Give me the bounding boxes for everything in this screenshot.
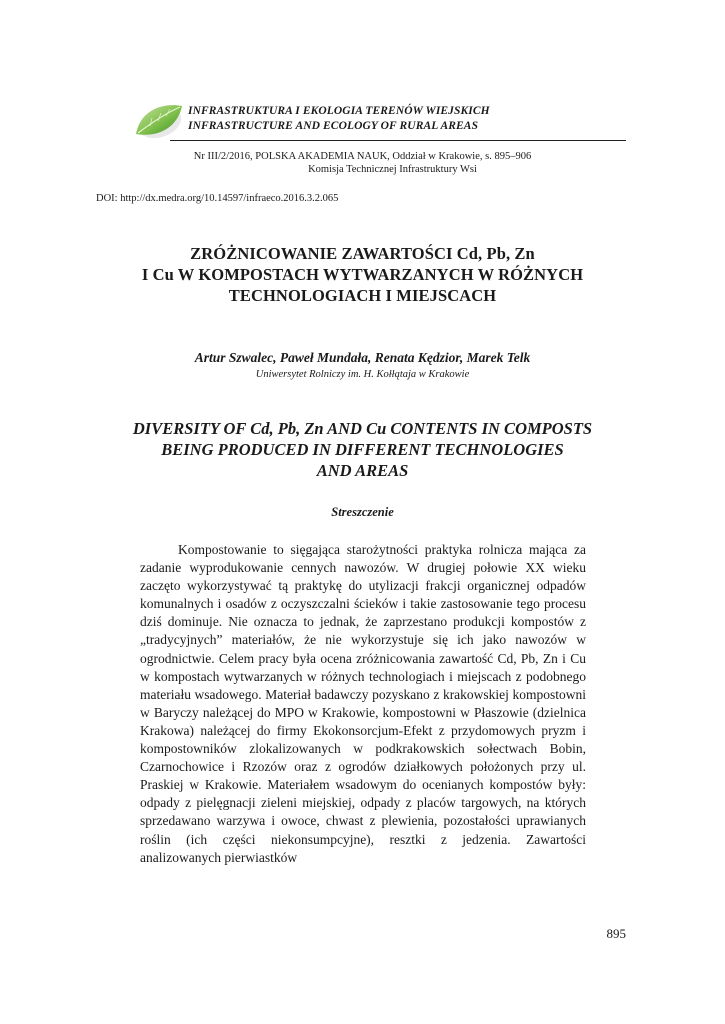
header-rule: [170, 140, 626, 141]
journal-titles: [188, 104, 490, 134]
journal-title-en: INFRASTRUCTURE AND ECOLOGY OF RURAL AREAS: [188, 120, 479, 132]
abstract-heading: Streszczenie: [331, 505, 394, 519]
journal-title-pl: INFRASTRUKTURA I EKOLOGIA TERENÓW WIEJSKICH: [188, 105, 490, 117]
journal-header: [130, 98, 626, 144]
article-title-en: [96, 418, 629, 481]
title-en-line: DIVERSITY OF Cd, Pb, Zn AND Cu CONTENTS IN COMPOSTS: [132, 419, 593, 438]
green-leaf-icon: [130, 98, 186, 144]
title-pl-line: TECHNOLOGIACH I MIEJSCACH: [228, 286, 497, 305]
title-pl-line: I Cu W KOMPOSTACH WYTWARZANYCH W RÓŻNYCH: [141, 265, 584, 284]
article-title-pl: [96, 243, 629, 306]
title-en-line: BEING PRODUCED IN DIFFERENT TECHNOLOGIES: [161, 440, 564, 459]
authors: Artur Szwalec, Paweł Mundała, Renata Kędzior, Marek Telk: [194, 350, 531, 365]
title-en-line: AND AREAS: [316, 461, 409, 480]
issue-line: Nr III/2/2016, POLSKA AKADEMIA NAUK, Oddział w Krakowie, s. 895–906: [193, 151, 532, 162]
commission-line: Komisja Technicznej Infrastruktury Wsi: [308, 164, 477, 175]
doi-link[interactable]: DOI: http://dx.medra.org/10.14597/infraeco.2016.3.2.065: [96, 193, 339, 204]
abstract-text: Kompostowanie to sięgająca starożytności praktyka rolnicza mająca za zadanie wyprodukowanie cennych nawozów. W drugiej połowie XX wieku zaczęto wykorzystywać tą praktykę do utylizacji frakcji organicznej odpadów komunalnych i osadów z oczyszczalni ścieków i takie zastosowanie tego procesu dziś dominuje. Nie oznacza to jednak, że zaprzestano produkcji kompostów z „tradycyjnych” materiałów, że nie wykorzystuje się ich jako nawozów w ogrodnictwie. Celem pracy była ocena zróżnicowania zawartość Cd, Pb, Zn i Cu w kompostach wytwarzanych w różnych technologiach i miejscach z podobnego materiału wsadowego. Materiał badawczy pozyskano z krakowskiej kompostowni w Baryczy należącej do MPO w Krakowie, kompostowni w Płaszowie (dzielnica Krakowa) należącej do firmy Ekokonsorcjum-Efekt z przydomowych pryzm i kompostowników zlokalizowanych w podkrakowskich sołectwach Bobin, Czarnochowice i Rzozów oraz z ogrodów działkowych położonych przy ul. Praskiej w Krakowie. Materiałem wsadowym do ocenianych kompostów były: odpady z pielęgnacji zieleni miejskiej, odpady z placów targowych, na których sprzedawano warzywa i owoce, chwast z plewienia, pozostałości uprawianych roślin (ich części niekonsumpcyjne), resztki z jedzenia. Zawartości analizowanych pierwiastków: [140, 542, 586, 865]
affiliation: Uniwersytet Rolniczy im. H. Kołłątaja w Krakowie: [255, 369, 470, 380]
page-number: 895: [606, 926, 626, 941]
title-pl-line: ZRÓŻNICOWANIE ZAWARTOŚCI Cd, Pb, Zn: [190, 244, 535, 263]
